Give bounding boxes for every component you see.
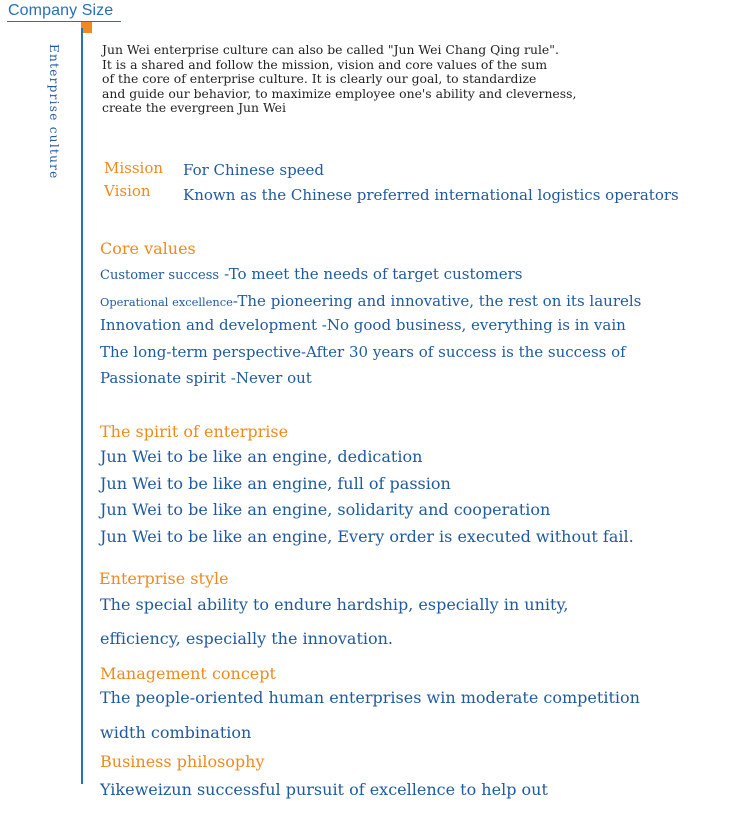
core-value-name: The long-term perspective (100, 343, 301, 361)
core-values-heading: Core values (100, 239, 196, 258)
intro-line: Jun Wei enterprise culture can also be called "Jun Wei Chang Qing rule". (102, 42, 559, 57)
spirit-item: Jun Wei to be like an engine, Every order is executed without fail. (100, 527, 634, 546)
vision-label: Vision (104, 182, 151, 200)
spirit-item: Jun Wei to be like an engine, full of passion (100, 474, 451, 493)
core-value-item (100, 316, 626, 334)
spirit-heading: The spirit of enterprise (100, 422, 289, 441)
mission-text: For Chinese speed (183, 161, 325, 179)
core-value-name: Passionate spirit (100, 369, 226, 387)
style-line: The special ability to endure hardship, especially in unity, (100, 595, 569, 614)
spirit-item: Jun Wei to be like an engine, solidarity and cooperation (100, 500, 551, 519)
core-value-text: -After 30 years of success is the success of (300, 343, 626, 361)
core-value-text: -No good business, everything is in vain (321, 316, 626, 334)
style-line: efficiency, especially the innovation. (100, 629, 394, 648)
side-label: Enterprise culture (47, 44, 61, 180)
management-heading: Management concept (100, 664, 276, 683)
core-value-item (100, 291, 641, 310)
spirit-item: Jun Wei to be like an engine, dedication (100, 447, 423, 466)
intro-line: create the evergreen Jun Wei (102, 100, 286, 115)
intro-line: of the core of enterprise culture. It is clearly our goal, to standardize (102, 71, 537, 86)
core-value-name: Operational excellence (100, 295, 233, 309)
intro-line: and guide our behavior, to maximize employee one's ability and cleverness, (102, 85, 577, 101)
core-value-item (100, 264, 522, 283)
core-value-text: -To meet the needs of target customers (224, 265, 523, 283)
timeline-divider (81, 28, 83, 784)
mission-label: Mission (104, 159, 164, 177)
core-value-name: Customer success (100, 268, 220, 283)
intro-paragraph (102, 43, 712, 116)
philosophy-heading: Business philosophy (100, 752, 265, 771)
core-value-item (100, 343, 626, 361)
core-value-text: -The pioneering and innovative, the rest on its laurels (232, 292, 642, 310)
company-size-header[interactable]: Company Size (8, 2, 114, 19)
core-value-item (100, 369, 312, 387)
intro-line: It is a shared and follow the mission, vision and core values of the sum (102, 56, 548, 72)
core-value-name: Innovation and development (100, 316, 318, 334)
core-value-text: -Never out (230, 369, 312, 387)
vision-text: Known as the Chinese preferred international logistics operators (183, 186, 679, 204)
style-heading: Enterprise style (99, 569, 229, 588)
management-line: The people-oriented human enterprises win moderate competition (100, 688, 640, 707)
management-line: width combination (100, 723, 252, 742)
header-underline (7, 21, 121, 22)
philosophy-text: Yikeweizun successful pursuit of excellence to help out (100, 780, 548, 799)
